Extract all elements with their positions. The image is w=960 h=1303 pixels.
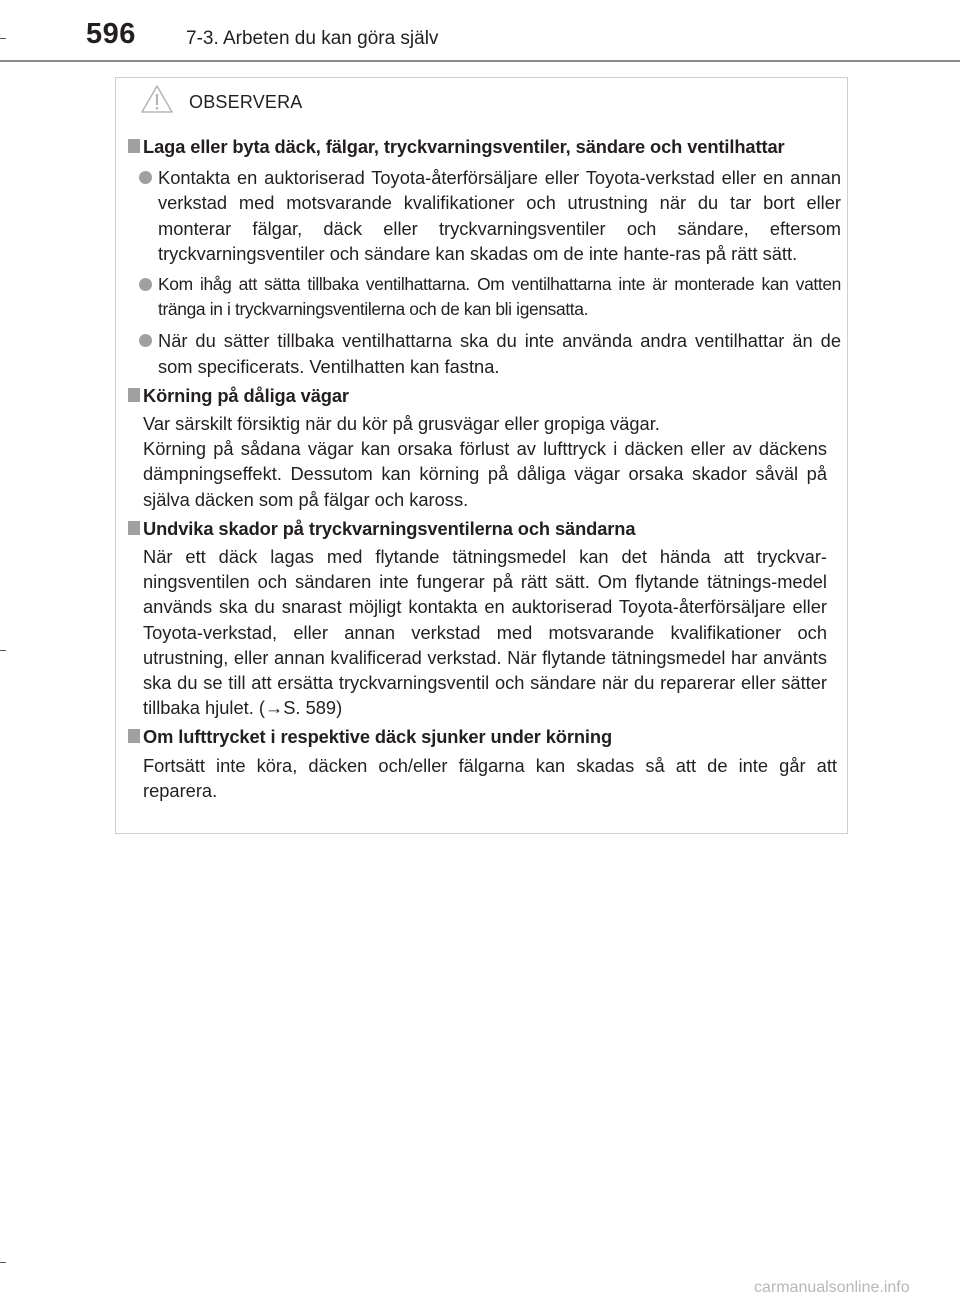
heading-text: Undvika skador på tryckvarningsventilerna och sändarna [143, 517, 636, 539]
square-bullet-icon [128, 729, 140, 743]
list-item [116, 328, 849, 378]
square-bullet-icon [128, 521, 140, 535]
paragraph: Fortsätt inte köra, däcken och/eller fälgarna kan skadas så att de inte går att reparera. [143, 754, 837, 801]
list-item-text: När du sätter tillbaka ventilhattarna ska du inte använda andra ventilhattar än de som specificerats. Ventilhatten kan fastna. [158, 330, 841, 377]
list-item [116, 165, 849, 266]
crop-mark [0, 1262, 6, 1263]
circle-bullet-icon [139, 334, 152, 347]
paragraph: När ett däck lagas med flytande tätningsmedel kan det hända att tryckvar-ningsventilen och sändaren inte fungerar på rätt sätt. Om flytande tätnings-medel används ska du snarast möjligt kontakta en auktoriserad Toyota-återförsäljare eller Toyota-verkstad, eller annan verkstad med motsvarande kvalifikationer och utrustning, eller annan kvalificerad verkstad. När flytande tätningsmedel har använts ska du se till att ersätta tryckvarningsventil och sändare när du reparerar eller sätter tillbaka hjulet. (→S. 589) [143, 546, 827, 719]
header-rule [0, 60, 960, 62]
list-item-text: Kom ihåg att sätta tillbaka ventilhattarna. Om ventilhattarna inte är monterade kan vatten tränga in i tryckvarningsventilerna och de kan bli igensatta. [158, 274, 841, 320]
crop-mark [0, 38, 6, 39]
square-bullet-icon [128, 388, 140, 402]
caution-box [115, 77, 848, 834]
section-heading [116, 724, 849, 749]
section-heading [116, 383, 849, 408]
page-header [0, 0, 960, 62]
list-item [116, 272, 849, 322]
list-item-text: Kontakta en auktoriserad Toyota-återförsäljare eller Toyota-verkstad eller en annan verkstad med motsvarande kvalifikationer och utrustning när du tar bort eller monterar fälgar, däck eller tryckvarningsventiler och sändare, eftersom tryckvarningsventiler och sändare kan skadas om de inte hante-ras på rätt sätt. [158, 167, 841, 264]
section-heading [116, 516, 849, 541]
heading-text: Laga eller byta däck, fälgar, tryckvarningsventiler, sändare och ventilhattar [143, 136, 785, 157]
circle-bullet-icon [139, 171, 152, 184]
heading-text: Om lufttrycket i respektive däck sjunker under körning [143, 726, 613, 748]
caution-content [116, 134, 849, 803]
paragraph: Körning på sådana vägar kan orsaka förlust av lufttryck i däcken eller av däckens dämpningseffekt. Dessutom kan körning på dåliga vägar orsaka skador såväl på själva däcken som på fälgar och kaross. [143, 438, 827, 510]
heading-text: Körning på dåliga vägar [143, 384, 349, 406]
section-heading [116, 134, 849, 159]
page-number: 596 [86, 18, 136, 50]
crop-mark [0, 650, 6, 651]
paragraph: Var särskilt försiktig när du kör på grusvägar eller gropiga vägar. [143, 413, 660, 435]
warning-triangle-icon [140, 84, 174, 114]
circle-bullet-icon [139, 278, 152, 291]
watermark: carmanualsonline.info [754, 1279, 910, 1296]
square-bullet-icon [128, 139, 140, 153]
section-title: 7-3. Arbeten du kan göra själv [186, 28, 439, 49]
caution-title: OBSERVERA [189, 92, 303, 112]
